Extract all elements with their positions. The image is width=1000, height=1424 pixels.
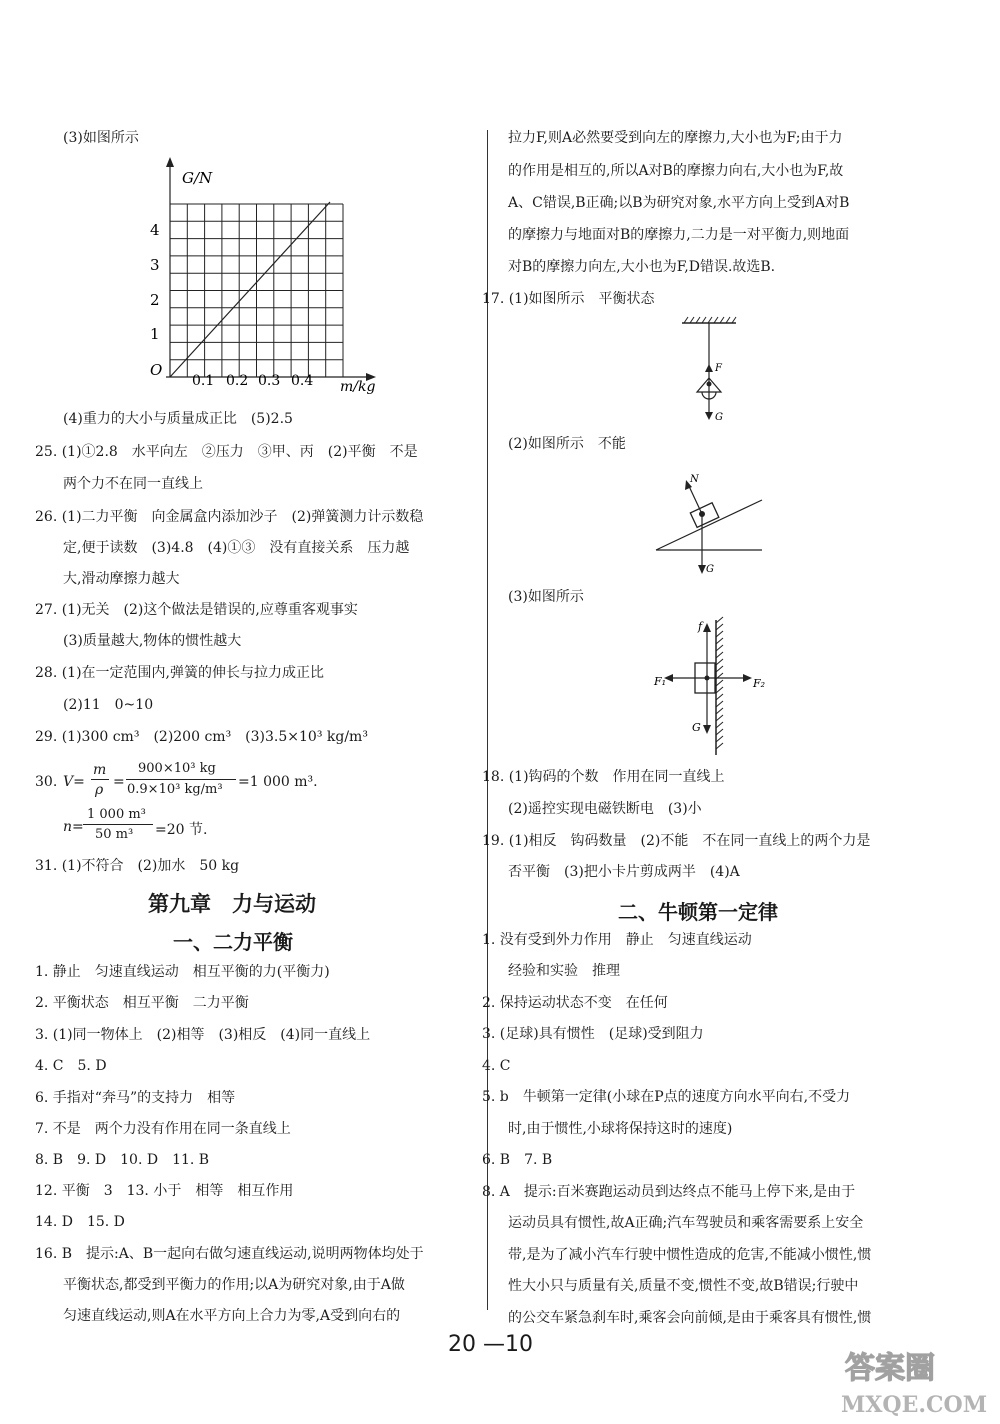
- left-line: 31. (1)不符合 (2)加水 50 kg: [35, 858, 240, 874]
- svg-text:MXQE.COM: MXQE.COM: [841, 1392, 988, 1418]
- svg-text:N: N: [690, 474, 699, 485]
- left-line: 1. 静止 匀速直线运动 相互平衡的力(平衡力): [35, 964, 330, 980]
- right-line: 5. b 牛顿第一定律(小球在P点的速度方向水平向右,不受力: [482, 1089, 851, 1105]
- hanging-lamp-figure: [670, 316, 750, 426]
- origin-label: O: [150, 361, 163, 379]
- left-line: (4)重力的大小与质量成正比 (5)2.5: [63, 411, 293, 427]
- q30-formula: 30. V= m ρ = 900×10³ kg 0.9×10³ kg/m³ =1 000 m³.: [35, 761, 318, 798]
- right-line: 的公交车紧急刹车时,乘客会向前倾,是由于乘客具有惯性,惯: [508, 1310, 872, 1326]
- x-tick: 0.1: [192, 373, 215, 389]
- left-line: 7. 不是 两个力没有作用在同一条直线上: [35, 1121, 291, 1137]
- left-line: 大,滑动摩擦力越大: [63, 571, 180, 587]
- left-line: (2)11 0~10: [63, 697, 154, 713]
- x-axis-label: m/kg: [340, 379, 376, 395]
- x-tick: 0.4: [291, 373, 314, 389]
- right-line: (2)遥控实现电磁铁断电 (3)小: [508, 801, 702, 817]
- right-line: 18. (1)钩码的个数 作用在同一直线上: [482, 769, 725, 785]
- right-line: A、C错误,B正确;以B为研究对象,水平方向上受到A对B: [508, 195, 850, 211]
- left-line: 25. (1)①2.8 水平向左 ②压力 ③甲、丙 (2)平衡 不是: [35, 444, 418, 460]
- left-line: 定,便于读数 (3)4.8 (4)①③ 没有直接关系 压力越: [63, 540, 410, 556]
- left-line: 27. (1)无关 (2)这个做法是错误的,应尊重客观事实: [35, 602, 358, 618]
- y-tick: 2: [150, 291, 160, 309]
- svg-text:F: F: [715, 363, 722, 374]
- left-line: 2. 平衡状态 相互平衡 二力平衡: [35, 995, 249, 1011]
- x-tick: 0.3: [258, 373, 281, 389]
- right-line: 17. (1)如图所示 平衡状态: [482, 291, 655, 307]
- right-line: (3)如图所示: [508, 589, 584, 605]
- left-line: 26. (1)二力平衡 向金属盒内添加沙子 (2)弹簧测力计示数稳: [35, 509, 424, 525]
- right-line: 6. B 7. B: [482, 1152, 553, 1168]
- svg-text:f: f: [698, 620, 703, 633]
- left-line: 16. B 提示:A、B一起向右做匀速直线运动,说明两物体均处于: [35, 1246, 424, 1262]
- chapter-title: 第九章 力与运动: [148, 892, 316, 916]
- svg-text:答案圈: 答案圈: [845, 1351, 935, 1386]
- right-line: 19. (1)相反 钩码数量 (2)不能 不在同一直线上的两个力是: [482, 833, 871, 849]
- y-tick: 3: [150, 256, 160, 274]
- svg-text:G: G: [715, 412, 723, 423]
- right-line: 否平衡 (3)把小卡片剪成两半 (4)A: [508, 864, 740, 880]
- g-m-line: [170, 202, 330, 377]
- left-line: 8. B 9. D 10. D 11. B: [35, 1152, 210, 1168]
- gravity-mass-graph: [140, 155, 400, 400]
- left-line: 14. D 15. D: [35, 1214, 125, 1230]
- x-tick: 0.2: [226, 373, 249, 389]
- y-tick: 4: [150, 221, 160, 239]
- page-number: 20 —10: [448, 1332, 533, 1357]
- y-axis-label: G/N: [182, 169, 213, 187]
- left-line: 12. 平衡 3 13. 小于 相等 相互作用: [35, 1183, 294, 1199]
- svg-text:F₂: F₂: [753, 677, 766, 690]
- wall-block-figure: [650, 615, 780, 760]
- svg-text:G: G: [692, 721, 701, 734]
- right-line: 4. C: [482, 1058, 511, 1074]
- right-line: 2. 保持运动状态不变 在任何: [482, 995, 668, 1011]
- n-formula: n= 1 000 m³ 50 m³ =20 节.: [63, 807, 208, 842]
- left-line: 28. (1)在一定范围内,弹簧的伸长与拉力成正比: [35, 665, 324, 681]
- section-title: 一、二力平衡: [173, 930, 293, 954]
- svg-text:F₁: F₁: [654, 675, 667, 688]
- right-line: 性大小只与质量有关,质量不变,惯性不变,故B错误;行驶中: [508, 1278, 859, 1294]
- left-line: (3)质量越大,物体的惯性越大: [63, 633, 242, 649]
- right-line: (2)如图所示 不能: [508, 436, 626, 452]
- right-line: 经验和实验 推理: [508, 963, 620, 979]
- right-line: 时,由于惯性,小球将保持这时的速度): [508, 1121, 733, 1137]
- incline-figure: [650, 462, 780, 577]
- left-line: 6. 手指对“奔马”的支持力 相等: [35, 1090, 236, 1106]
- right-line: 运动员具有惯性,故A正确;汽车驾驶员和乘客需要系上安全: [508, 1215, 864, 1231]
- right-line: 的作用是相互的,所以A对B的摩擦力向右,大小也为F,故: [508, 163, 844, 179]
- right-line: 的摩擦力与地面对B的摩擦力,二力是一对平衡力,则地面: [508, 227, 850, 243]
- right-line: 拉力F,则A必然要受到向左的摩擦力,大小也为F;由于力: [508, 130, 843, 146]
- left-line: 匀速直线运动,则A在水平方向上合力为零,A受到向右的: [63, 1308, 401, 1324]
- left-line: 两个力不在同一直线上: [63, 476, 203, 492]
- watermark-logo: [835, 1340, 995, 1420]
- right-line: 对B的摩擦力向左,大小也为F,D错误.故选B.: [508, 259, 776, 275]
- right-line: 带,是为了减小汽车行驶中惯性造成的危害,不能减小惯性,惯: [508, 1247, 872, 1263]
- section2-title: 二、牛顿第一定律: [618, 900, 778, 924]
- svg-text:G: G: [706, 564, 714, 575]
- right-line: 1. 没有受到外力作用 静止 匀速直线运动: [482, 932, 752, 948]
- right-line: 3. (足球)具有惯性 (足球)受到阻力: [482, 1026, 704, 1042]
- y-tick: 1: [150, 325, 160, 343]
- left-line: (3)如图所示: [63, 130, 139, 146]
- y-axis-arrow: [166, 157, 174, 167]
- left-line: 3. (1)同一物体上 (2)相等 (3)相反 (4)同一直线上: [35, 1027, 371, 1043]
- left-line: 平衡状态,都受到平衡力的作用;以A为研究对象,由于A做: [63, 1277, 405, 1293]
- left-line: 29. (1)300 cm³ (2)200 cm³ (3)3.5×10³ kg/m³: [35, 729, 368, 745]
- right-line: 8. A 提示:百米赛跑运动员到达终点不能马上停下来,是由于: [482, 1184, 856, 1200]
- left-line: 4. C 5. D: [35, 1058, 107, 1074]
